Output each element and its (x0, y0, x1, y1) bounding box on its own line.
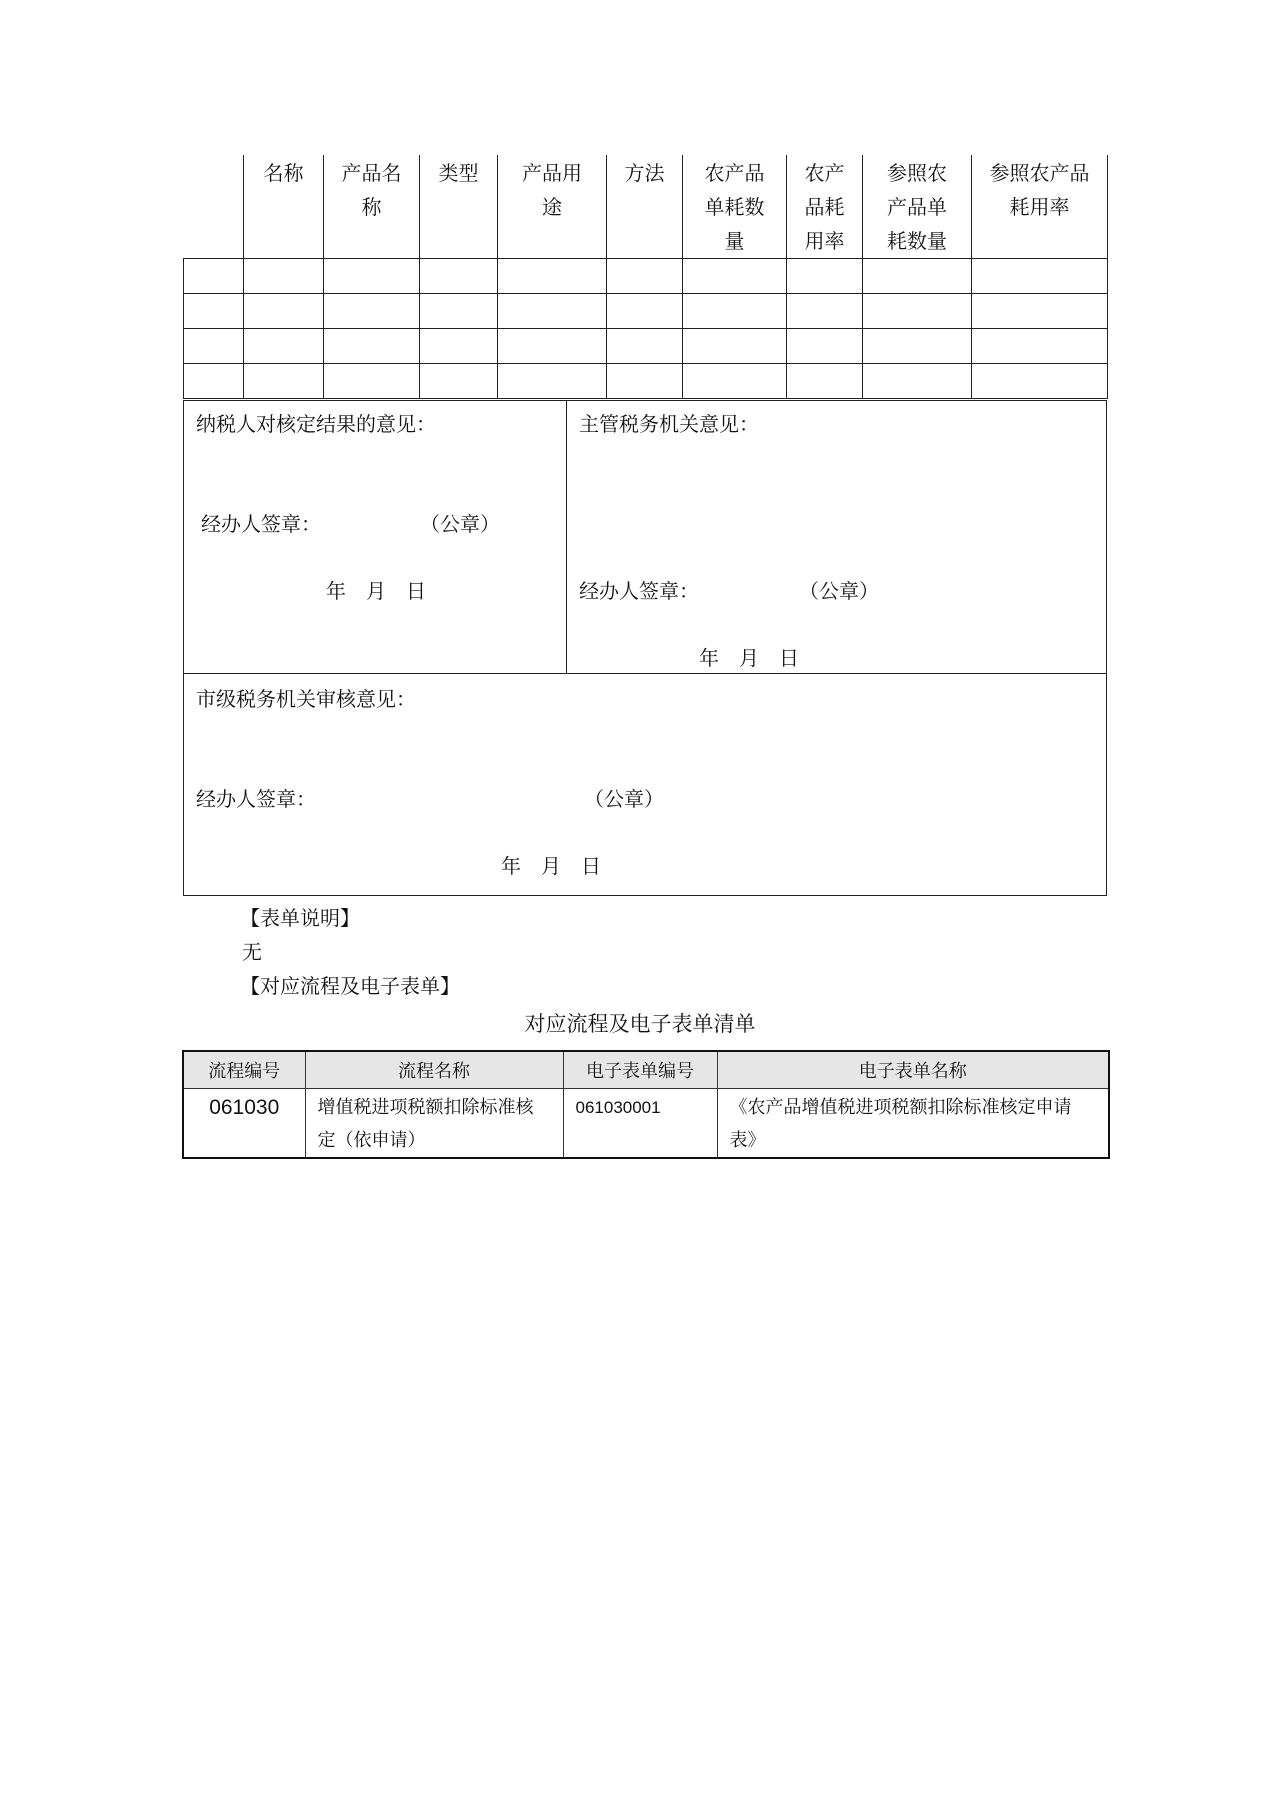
process-heading: 【对应流程及电子表单】 (240, 974, 460, 998)
form-name: 《农产品增值税进项税额扣除标准核定申请表》 (717, 1089, 1109, 1159)
table-cell[interactable] (787, 364, 863, 399)
deduction-detail-table (183, 155, 1108, 399)
list-header-cell: 电子表单名称 (717, 1051, 1109, 1089)
table-cell[interactable] (184, 259, 244, 294)
table-cell[interactable] (244, 294, 324, 329)
process-form-list (182, 1050, 1110, 1159)
taxpayer-signature-label: 经办人签章： (201, 512, 321, 536)
header-text: 农产品 单耗数 量 (704, 161, 765, 253)
form-description-heading: 【表单说明】 (240, 906, 360, 930)
header-text: 农产 品耗 用率 (804, 161, 845, 253)
header-cell: 方法 (607, 155, 683, 259)
form-number: 061030001 (563, 1089, 717, 1159)
table-cell[interactable] (683, 259, 787, 294)
table-header-row (184, 155, 1108, 259)
table-cell[interactable] (420, 294, 498, 329)
header-cell (498, 155, 607, 259)
table-cell[interactable] (863, 364, 972, 399)
table-cell[interactable] (324, 294, 420, 329)
city-opinion-title: 市级税务机关审核意见： (196, 687, 416, 711)
table-cell[interactable] (683, 329, 787, 364)
taxpayer-opinion-title: 纳税人对核定结果的意见： (196, 412, 436, 436)
divider (566, 400, 567, 673)
header-text: 产品用 途 (522, 161, 582, 219)
list-title: 对应流程及电子表单清单 (524, 1012, 756, 1036)
process-name: 增值税进项税额扣除标准核定（依申请） (305, 1089, 563, 1159)
table-cell[interactable] (324, 364, 420, 399)
table-cell[interactable] (498, 329, 607, 364)
city-signature-label: 经办人签章： (196, 787, 316, 811)
list-header-row (183, 1051, 1109, 1089)
table-cell[interactable] (607, 364, 683, 399)
authority-seal-label: （公章） (799, 579, 879, 603)
table-row (184, 259, 1108, 294)
table-cell[interactable] (787, 259, 863, 294)
header-cell (184, 155, 244, 259)
header-cell (863, 155, 972, 259)
list-header-cell: 流程名称 (305, 1051, 563, 1089)
taxpayer-date: 年 月 日 (326, 579, 426, 603)
table-cell[interactable] (498, 259, 607, 294)
table-cell[interactable] (244, 259, 324, 294)
header-text: 产品名 称 (341, 161, 402, 219)
table-cell[interactable] (420, 259, 498, 294)
table-cell[interactable] (498, 364, 607, 399)
list-row (183, 1089, 1109, 1159)
table-cell[interactable] (972, 329, 1108, 364)
table-cell[interactable] (607, 294, 683, 329)
authority-signature-label: 经办人签章： (579, 579, 699, 603)
table-cell[interactable] (420, 329, 498, 364)
table-cell[interactable] (420, 364, 498, 399)
divider (184, 400, 1106, 401)
table-row (184, 294, 1108, 329)
opinion-section (183, 400, 1107, 896)
table-cell[interactable] (683, 364, 787, 399)
table-cell[interactable] (863, 259, 972, 294)
table-cell[interactable] (607, 329, 683, 364)
authority-opinion-title: 主管税务机关意见： (579, 412, 759, 436)
table-cell[interactable] (184, 364, 244, 399)
list-header-cell: 流程编号 (183, 1051, 305, 1089)
table-cell[interactable] (863, 329, 972, 364)
table-row (184, 329, 1108, 364)
table-cell[interactable] (683, 294, 787, 329)
divider (184, 673, 1106, 674)
table-cell[interactable] (863, 294, 972, 329)
header-cell: 名称 (244, 155, 324, 259)
table-cell[interactable] (972, 259, 1108, 294)
table-cell[interactable] (324, 329, 420, 364)
header-cell (787, 155, 863, 259)
table-cell[interactable] (787, 294, 863, 329)
table-cell[interactable] (972, 364, 1108, 399)
header-cell (683, 155, 787, 259)
table-cell[interactable] (184, 294, 244, 329)
header-text: 参照农 产品单 耗数量 (887, 161, 947, 253)
form-description-body: 无 (242, 940, 262, 964)
table-row (184, 364, 1108, 399)
table-cell[interactable] (184, 329, 244, 364)
table-cell[interactable] (972, 294, 1108, 329)
authority-date: 年 月 日 (699, 646, 799, 670)
table-cell[interactable] (244, 364, 324, 399)
table-cell[interactable] (787, 329, 863, 364)
table-cell[interactable] (244, 329, 324, 364)
table-cell[interactable] (498, 294, 607, 329)
city-seal-label: （公章） (584, 787, 664, 811)
header-cell: 类型 (420, 155, 498, 259)
taxpayer-seal-label: （公章） (420, 512, 500, 536)
table-cell[interactable] (324, 259, 420, 294)
process-number: 061030 (183, 1089, 305, 1159)
header-cell (324, 155, 420, 259)
city-date: 年 月 日 (501, 854, 601, 878)
list-header-cell: 电子表单编号 (563, 1051, 717, 1089)
header-text: 参照农产品 耗用率 (989, 161, 1090, 219)
table-cell[interactable] (607, 259, 683, 294)
header-cell (972, 155, 1108, 259)
